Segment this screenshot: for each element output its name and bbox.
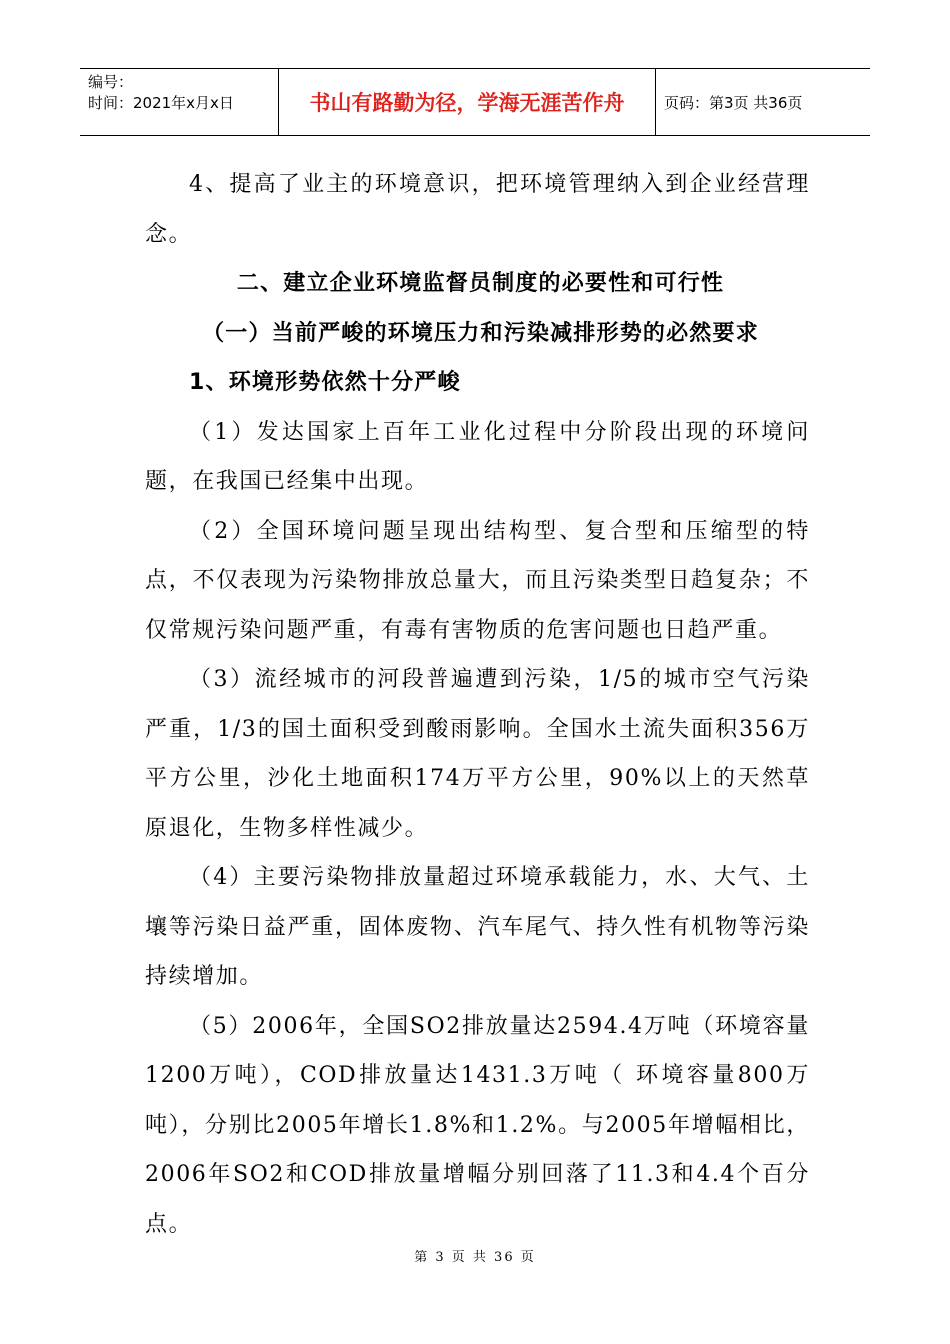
paragraph-3: （3）流经城市的河段普遍遭到污染，1/5的城市空气污染严重，1/3的国土面积受到酸雨影响。全国水土流失面积356万平方公里，沙化土地面积174万平方公里，90%以上的天然草原退化，生物多样性减少。 xyxy=(145,667,810,841)
page-footer: 第 3 页 共 36 页 xyxy=(414,1250,536,1265)
number-label: 编号： xyxy=(88,73,134,91)
document-body xyxy=(145,160,810,1249)
item-heading: 1、环境形势依然十分严峻 xyxy=(189,370,461,395)
section-heading: 二、建立企业环境监督员制度的必要性和可行性 xyxy=(236,271,725,296)
subsection-heading: （一）当前严峻的环境压力和污染减排形势的必然要求 xyxy=(202,320,759,346)
paragraph-2: （2）全国环境问题呈现出结构型、复合型和压缩型的特点，不仅表现为污染物排放总量大，而且污染类型日趋复杂；不仅常规污染问题严重，有毒有害物质的危害问题也日趋严重。 xyxy=(145,518,810,643)
date-label: 时间：2021年x月x日 xyxy=(88,94,234,112)
paragraph-1: （1）发达国家上百年工业化过程中分阶段出现的环境问题，在我国已经集中出现。 xyxy=(145,419,810,494)
header-page-info: 页码：第3页 共36页 xyxy=(664,93,803,112)
header-meta xyxy=(80,69,279,135)
paragraph-4: （4）主要污染物排放量超过环境承载能力，水、大气、土壤等污染日益严重，固体废物、汽车尾气、持久性有机物等污染持续增加。 xyxy=(145,865,810,989)
paragraph-intro: 4、提高了业主的环境意识，把环境管理纳入到企业经营理念。 xyxy=(145,172,810,247)
page-header xyxy=(80,68,870,136)
header-motto: 书山有路勤为径，学海无涯苦作舟 xyxy=(279,69,656,135)
paragraph-5: （5）2006年，全国SO2排放量达2594.4万吨（环境容量1200万吨），COD排放量达1431.3万吨（ 环境容量800万吨），分别比2005年增长1.8%和1.2%。与2005年增幅相比，2006年SO2和COD排放量增幅分别回落了11.3和4.4个百分点。 xyxy=(145,1013,810,1237)
